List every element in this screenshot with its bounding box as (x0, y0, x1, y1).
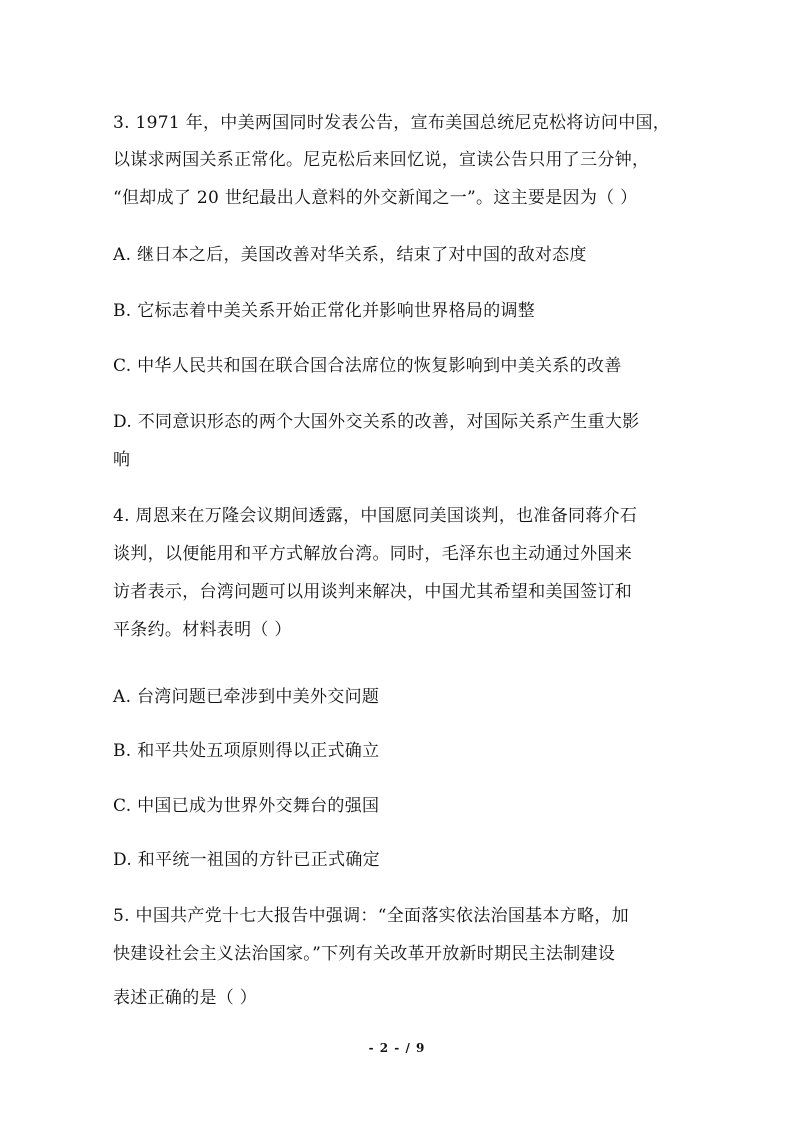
q4-option-b: B. 和平共处五项原则得以正式确立 (113, 741, 380, 761)
q4-stem-line-4: 平条约。材料表明（ ） (113, 620, 292, 640)
q4-stem-line-3: 访者表示，台湾问题可以用谈判来解决，中国尤其希望和美国签订和 (113, 582, 632, 602)
q3-stem-line-1: 3. 1971 年，中美两国同时发表公告，宣布美国总统尼克松将访问中国， (113, 113, 671, 133)
page-number: - 2 - / 9 (368, 1041, 426, 1055)
q3-option-d: D. 不同意识形态的两个大国外交关系的改善，对国际关系产生重大影 (113, 412, 640, 432)
q3-option-a: A. 继日本之后，美国改善对华关系，结束了对中国的敌对态度 (113, 245, 587, 265)
q5-stem-line-1: 5. 中国共产党十七大报告中强调：“全面落实依法治国基本方略，加 (113, 906, 629, 926)
q3-option-c: C. 中华人民共和国在联合国合法席位的恢复影响到中美关系的改善 (113, 356, 622, 376)
q3-option-b: B. 它标志着中美关系开始正常化并影响世界格局的调整 (113, 301, 536, 321)
q4-option-a: A. 台湾问题已牵涉到中美外交问题 (113, 687, 380, 707)
q4-stem-line-2: 谈判，以便能用和平方式解放台湾。同时，毛泽东也主动通过外国来 (113, 544, 632, 564)
q4-stem-line-1: 4. 周恩来在万隆会议期间透露，中国愿同美国谈判，也准备同蒋介石 (113, 506, 638, 526)
q4-option-d: D. 和平统一祖国的方针已正式确定 (113, 850, 380, 870)
q3-option-d-continued: 响 (113, 450, 131, 470)
q5-stem-line-3: 表述正确的是（ ） (113, 988, 258, 1008)
q4-option-c: C. 中国已成为世界外交舞台的强国 (113, 796, 380, 816)
q5-stem-line-2: 快建设社会主义法治国家。”下列有关改革开放新时期民主法制建设 (113, 944, 616, 964)
q3-stem-line-3: “但却成了 20 世纪最出人意料的外交新闻之一”。这主要是因为（ ） (113, 188, 638, 208)
q3-stem-line-2: 以谋求两国关系正常化。尼克松后来回忆说，宣读公告只用了三分钟， (113, 150, 650, 170)
